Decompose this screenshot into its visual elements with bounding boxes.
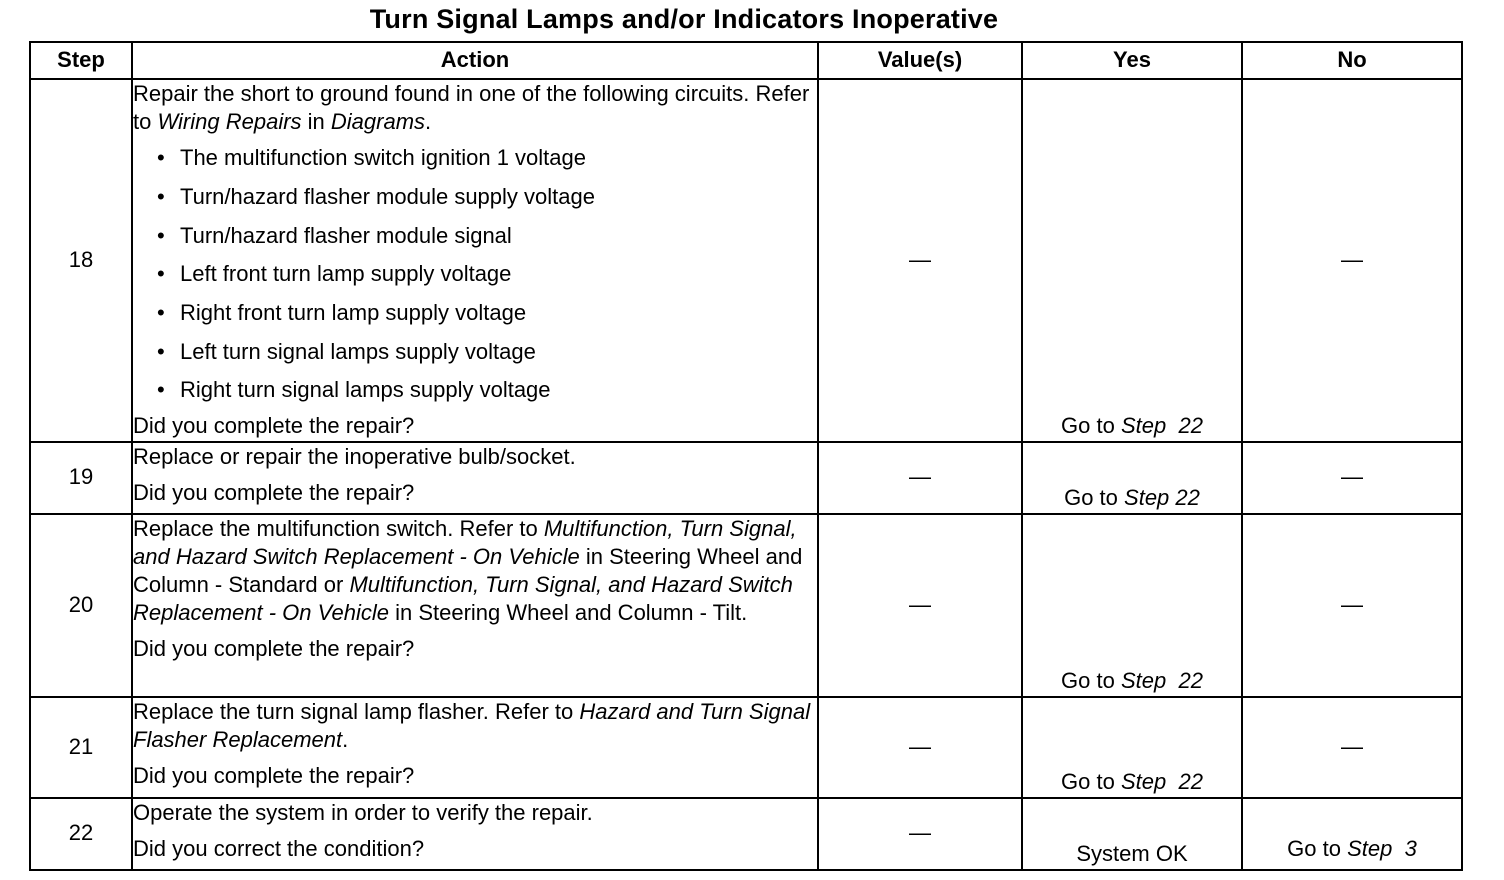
- header-action: Action: [132, 42, 818, 79]
- list-item: • The multifunction switch ignition 1 voltage: [157, 144, 817, 172]
- bullet-icon: •: [157, 261, 165, 287]
- action-cell: [132, 798, 818, 870]
- value-cell: —: [818, 79, 1022, 442]
- page-title: Turn Signal Lamps and/or Indicators Inoperative: [369, 4, 999, 34]
- table-row-step-19: [30, 442, 1462, 514]
- header-yes: Yes: [1022, 42, 1242, 79]
- question-text: Did you complete the repair?: [133, 636, 415, 662]
- diagnostic-table: [29, 41, 1463, 871]
- no-cell: Go to Step 3: [1242, 798, 1462, 870]
- list-item: • Right turn signal lamps supply voltage: [157, 376, 817, 404]
- action-text: Repair the short to ground found in one of the following circuits. Refer to Wiring Repairs in Diagrams.: [133, 81, 810, 135]
- yes-cell: System OK: [1022, 798, 1242, 870]
- value-cell: —: [818, 697, 1022, 798]
- bullet-icon: •: [157, 299, 165, 325]
- table-row-step-21: [30, 697, 1462, 798]
- table-row-step-22: [30, 798, 1462, 870]
- question-text: Did you complete the repair?: [133, 762, 415, 788]
- header-step: Step: [30, 42, 132, 79]
- action-text: Replace the turn signal lamp flasher. Refer to Hazard and Turn Signal Flasher Replacement.: [133, 698, 811, 752]
- no-cell: —: [1242, 514, 1462, 697]
- yes-cell: Go to Step 22: [1022, 697, 1242, 798]
- action-text: Replace the multifunction switch. Refer to Multifunction, Turn Signal, and Hazard Switch Replacement - On Vehicle in Steering Wheel and Column - Standard or Multifunction, Turn Signal, and Hazard Switch Replacement - On Vehicle in Steering Wheel and Column - Tilt.: [133, 515, 803, 626]
- step-number: 18: [30, 79, 132, 442]
- reference-link: Hazard and Turn Signal Flasher Replacement: [133, 698, 811, 752]
- bullet-icon: •: [157, 183, 165, 209]
- header-no: No: [1242, 42, 1462, 79]
- action-cell: [132, 697, 818, 798]
- no-cell: —: [1242, 697, 1462, 798]
- reference-link: Multifunction, Turn Signal, and Hazard Switch Replacement - On Vehicle: [133, 515, 797, 569]
- action-cell: [132, 442, 818, 514]
- list-item: • Turn/hazard flasher module signal: [157, 222, 817, 250]
- bullet-icon: •: [157, 377, 165, 403]
- table-row-step-20: [30, 514, 1462, 697]
- no-cell: —: [1242, 79, 1462, 442]
- circuit-list: [133, 144, 817, 404]
- reference-link: Wiring Repairs: [157, 109, 302, 135]
- reference-link: Multifunction, Turn Signal, and Hazard Switch Replacement - On Vehicle: [133, 571, 793, 626]
- yes-cell: Go to Step 22: [1022, 79, 1242, 442]
- value-cell: —: [818, 798, 1022, 870]
- step-number: 20: [30, 514, 132, 697]
- step-number: 22: [30, 798, 132, 870]
- question-text: Did you complete the repair?: [133, 413, 415, 439]
- bullet-icon: •: [157, 145, 165, 171]
- yes-cell: Go to Step 22: [1022, 514, 1242, 697]
- list-item: • Left turn signal lamps supply voltage: [157, 338, 817, 366]
- list-item: • Turn/hazard flasher module supply voltage: [157, 183, 817, 211]
- no-cell: —: [1242, 442, 1462, 514]
- list-item: • Left front turn lamp supply voltage: [157, 260, 817, 288]
- question-text: Did you complete the repair?: [133, 479, 415, 505]
- step-number: 21: [30, 697, 132, 798]
- step-number: 19: [30, 442, 132, 514]
- header-values: Value(s): [818, 42, 1022, 79]
- action-cell: [132, 514, 818, 697]
- action-text: Operate the system in order to verify the repair.: [133, 799, 593, 825]
- value-cell: —: [818, 514, 1022, 697]
- reference-link: Diagrams: [330, 109, 426, 135]
- value-cell: —: [818, 442, 1022, 514]
- list-item: • Right front turn lamp supply voltage: [157, 299, 817, 327]
- bullet-icon: •: [157, 338, 165, 364]
- action-text: Replace or repair the inoperative bulb/socket.: [133, 443, 576, 469]
- bullet-icon: •: [157, 222, 165, 248]
- header-row: [30, 42, 1462, 79]
- table-row-step-18: [30, 79, 1462, 442]
- action-cell: [132, 79, 818, 442]
- question-text: Did you correct the condition?: [133, 835, 425, 861]
- yes-cell: Go to Step 22: [1022, 442, 1242, 514]
